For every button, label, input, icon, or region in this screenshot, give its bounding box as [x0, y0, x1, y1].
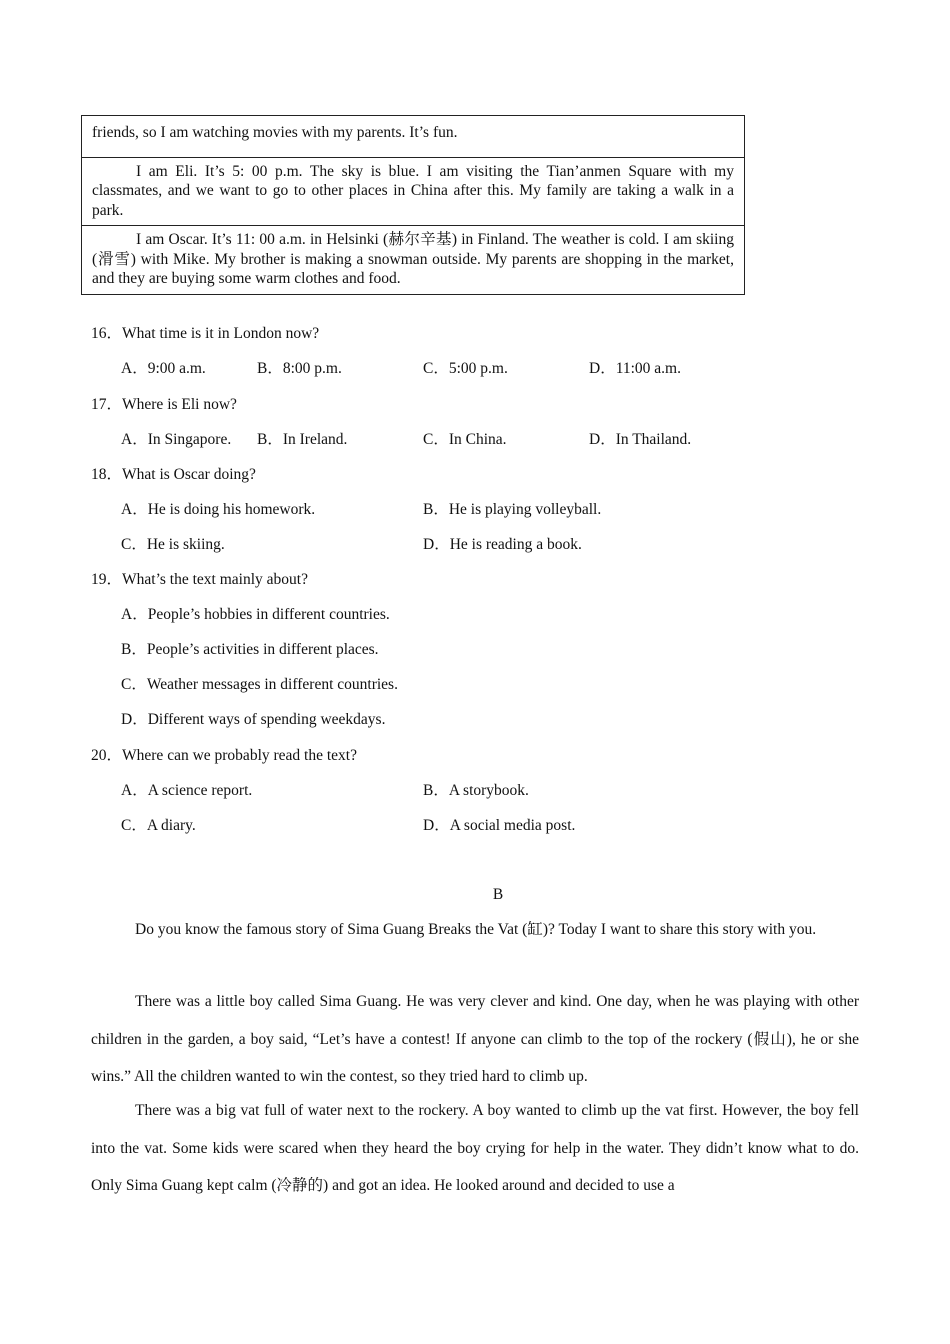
table-row-oscar: I am Oscar. It’s 11: 00 a.m. in Helsinki (赫尔辛基) in Finland. The weather is cold. I am skiing (滑雪) with Mike. My brother is making a snowman outside. My parents are shopping in the market, and they are buying some warm clothes and food. [92, 231, 734, 287]
q18-option-b[interactable]: B．He is playing volleyball. [423, 501, 602, 518]
section-b-paragraph-3: There was a big vat full of water next to the rockery. A boy wanted to climb up the vat first. However, the boy fell into the vat. Some kids were scared when they heard the boy crying for help in the water. They didn’t know what to do. Only Sima Guang kept calm (冷静的) and got an idea. He looked around and decided to use a [91, 1102, 859, 1194]
section-b-paragraph-2: There was a little boy called Sima Guang. He was very clever and kind. One day, when he was playing with other children in the garden, a boy said, “Let’s have a contest! If anyone can climb to the top of the rockery (假山), he or she wins.” All the children wanted to win the contest, so they tried hard to climb up. [91, 993, 859, 1085]
question-20: 20．Where can we probably read the text? [91, 747, 357, 764]
q20-option-c[interactable]: C．A diary. [121, 817, 196, 834]
table-row-parents-movies: friends, so I am watching movies with my parents. It’s fun. [82, 116, 744, 158]
q16-option-a[interactable]: A．9:00 a.m. [121, 360, 206, 377]
q19-option-d[interactable]: D．Different ways of spending weekdays. [121, 711, 386, 728]
q20-option-b[interactable]: B．A storybook. [423, 782, 529, 799]
question-17: 17．Where is Eli now? [91, 396, 237, 413]
passage-table [81, 115, 745, 295]
q20-option-a[interactable]: A．A science report. [121, 782, 253, 799]
q17-option-d[interactable]: D．In Thailand. [589, 431, 692, 448]
question-18: 18．What is Oscar doing? [91, 466, 256, 483]
q17-option-c[interactable]: C．In China. [423, 431, 507, 448]
q17-option-a[interactable]: A．In Singapore. [121, 431, 232, 448]
q19-option-c[interactable]: C．Weather messages in different countries. [121, 676, 398, 693]
q19-option-b[interactable]: B．People’s activities in different places. [121, 641, 379, 658]
section-b-paragraph-1: Do you know the famous story of Sima Guang Breaks the Vat (缸)? Today I want to share this story with you. [135, 921, 817, 938]
q16-option-b[interactable]: B．8:00 p.m. [257, 360, 342, 377]
q18-option-a[interactable]: A．He is doing his homework. [121, 501, 316, 518]
q20-option-d[interactable]: D．A social media post. [423, 817, 576, 834]
q18-option-d[interactable]: D．He is reading a book. [423, 536, 582, 553]
table-row-eli: I am Eli. It’s 5: 00 p.m. The sky is blue. I am visiting the Tian’anmen Square with my classmates, and we want to go to other places in China after this. My family are taking a walk in a park. [82, 158, 744, 227]
q16-option-c[interactable]: C．5:00 p.m. [423, 360, 508, 377]
section-b-title: B [492, 886, 504, 903]
q19-option-a[interactable]: A．People’s hobbies in different countries. [121, 606, 390, 623]
q16-option-d[interactable]: D．11:00 a.m. [589, 360, 681, 377]
q18-option-c[interactable]: C．He is skiing. [121, 536, 225, 553]
q17-option-b[interactable]: B．In Ireland. [257, 431, 348, 448]
question-16: 16．What time is it in London now? [91, 325, 320, 342]
question-19: 19．What’s the text mainly about? [91, 571, 308, 588]
